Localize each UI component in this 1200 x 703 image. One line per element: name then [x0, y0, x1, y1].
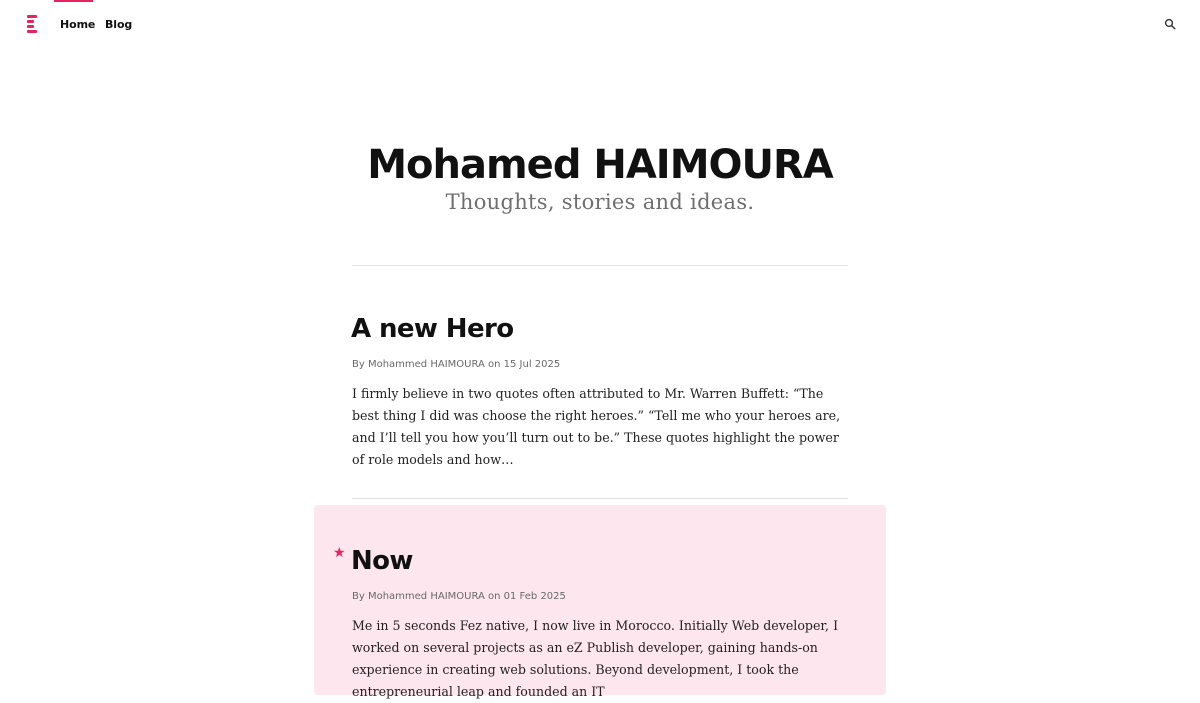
divider: [352, 265, 848, 266]
post-excerpt: Me in 5 seconds Fez native, I now live in Morocco. Initially Web developer, I worked on several projects as an eZ Publish developer, gaining hands-on experience in creating web solutions. Beyond development, I took the entrepreneurial leap and founded an IT: [352, 618, 839, 699]
site-tagline: Thoughts, stories and ideas.: [445, 190, 755, 214]
post-title-link[interactable]: Now: [351, 546, 413, 576]
active-nav-indicator: [54, 0, 93, 2]
search-icon[interactable]: [1164, 18, 1176, 30]
post-excerpt: I firmly believe in two quotes often attributed to Mr. Warren Buffett: “The best thing I did was choose the right heroes.” “Tell me who your heroes are, and I’ll tell you how you’ll turn out to be.” These quotes highlight the power of role models and how…: [352, 386, 841, 467]
post-title-link[interactable]: A new Hero: [351, 314, 514, 344]
nav-home-link[interactable]: Home: [60, 18, 96, 31]
post-byline: By Mohammed HAIMOURA on 01 Feb 2025: [352, 591, 566, 602]
divider: [352, 498, 848, 499]
e-logo-icon[interactable]: [27, 15, 39, 33]
top-navigation: [0, 0, 1200, 48]
star-icon: ★: [333, 545, 346, 561]
nav-blog-link[interactable]: Blog: [105, 18, 133, 31]
site-title: Mohamed HAIMOURA: [367, 142, 833, 188]
post-byline: By Mohammed HAIMOURA on 15 Jul 2025: [352, 359, 561, 370]
